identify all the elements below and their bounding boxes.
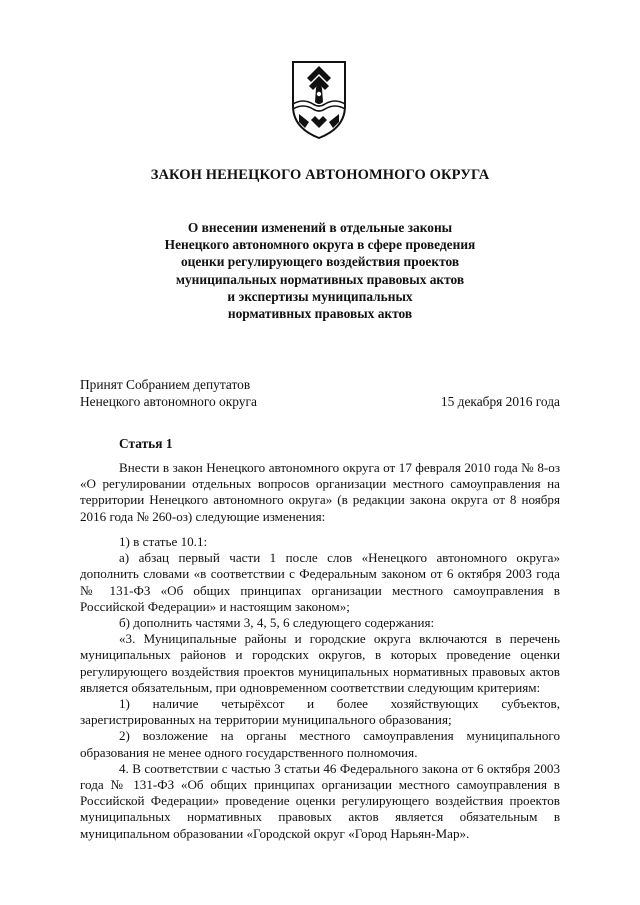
- paragraph: 2) возложение на органы местного самоуправления муниципального образования не менее одного государственного полномочия.: [80, 728, 560, 760]
- paragraph: 1) наличие четырёхсот и более хозяйствующих субъектов, зарегистрированных на территории муниципального образования;: [80, 696, 560, 728]
- subject-line: оценки регулирующего воздействия проектов: [180, 254, 460, 270]
- subject-line: муниципальных нормативных правовых актов: [175, 271, 465, 287]
- intro-block: [80, 460, 560, 525]
- subject-line: и экспертизы муниципальных: [227, 288, 413, 304]
- paragraph: 4. В соответствии с частью 3 статьи 46 Федерального закона от 6 октября 2003 года № 131-ФЗ «Об общих принципах организации местного самоуправления в Российской Федерации» проведение оценки регулирующего воздействия проектов муниципальных нормативных правовых актов является обязательным в муниципальном образовании «Городской округ «Город Нарьян-Мар».: [80, 760, 560, 841]
- intro-paragraph: Внести в закон Ненецкого автономного округа от 17 февраля 2010 года № 8-оз «О регулировании отдельных вопросов организации местного самоуправления на территории Ненецкого автономного округа» (в редакции закона округа от 8 ноября 2016 года № 260-оз) следующие изменения:: [80, 460, 560, 524]
- adopted-by-line: Ненецкого автономного округа: [80, 393, 257, 409]
- adopted-by-line: Принят Собранием депутатов: [80, 377, 251, 392]
- adoption-info: [80, 377, 257, 410]
- subject-line: Ненецкого автономного округа в сфере проведения: [164, 237, 476, 253]
- paragraph: «3. Муниципальные районы и городские округа включаются в перечень муниципальных районов и городских округов, в которых проведение оценки регулирующего воздействия проектов муниципальных нормативных правовых актов является обязательным, при одновременном соответствии следующим критериям:: [80, 631, 560, 695]
- amendments-block: [80, 534, 560, 842]
- adoption-date: 15 декабря 2016 года: [440, 393, 560, 409]
- paragraph: б) дополнить частями 3, 4, 5, 6 следующего содержания:: [119, 615, 435, 631]
- law-subject: [80, 219, 560, 322]
- paragraph: 1) в статье 10.1:: [119, 534, 208, 549]
- subject-line: нормативных правовых актов: [227, 306, 413, 322]
- article-heading: Статья 1: [119, 436, 173, 451]
- paragraph: а) абзац первый части 1 после слов «Ненецкого автономного округа» дополнить словами «в соответствии с Федеральным законом от 6 октября 2003 года № 131-ФЗ «Об общих принципах организации местного самоуправления в Российской Федерации» и настоящим законом»;: [80, 550, 560, 614]
- coat-of-arms-icon: [287, 58, 351, 140]
- subject-line: О внесении изменений в отдельные законы: [187, 220, 453, 235]
- document-title: ЗАКОН НЕНЕЦКОГО АВТОНОМНОГО ОКРУГА: [150, 167, 490, 183]
